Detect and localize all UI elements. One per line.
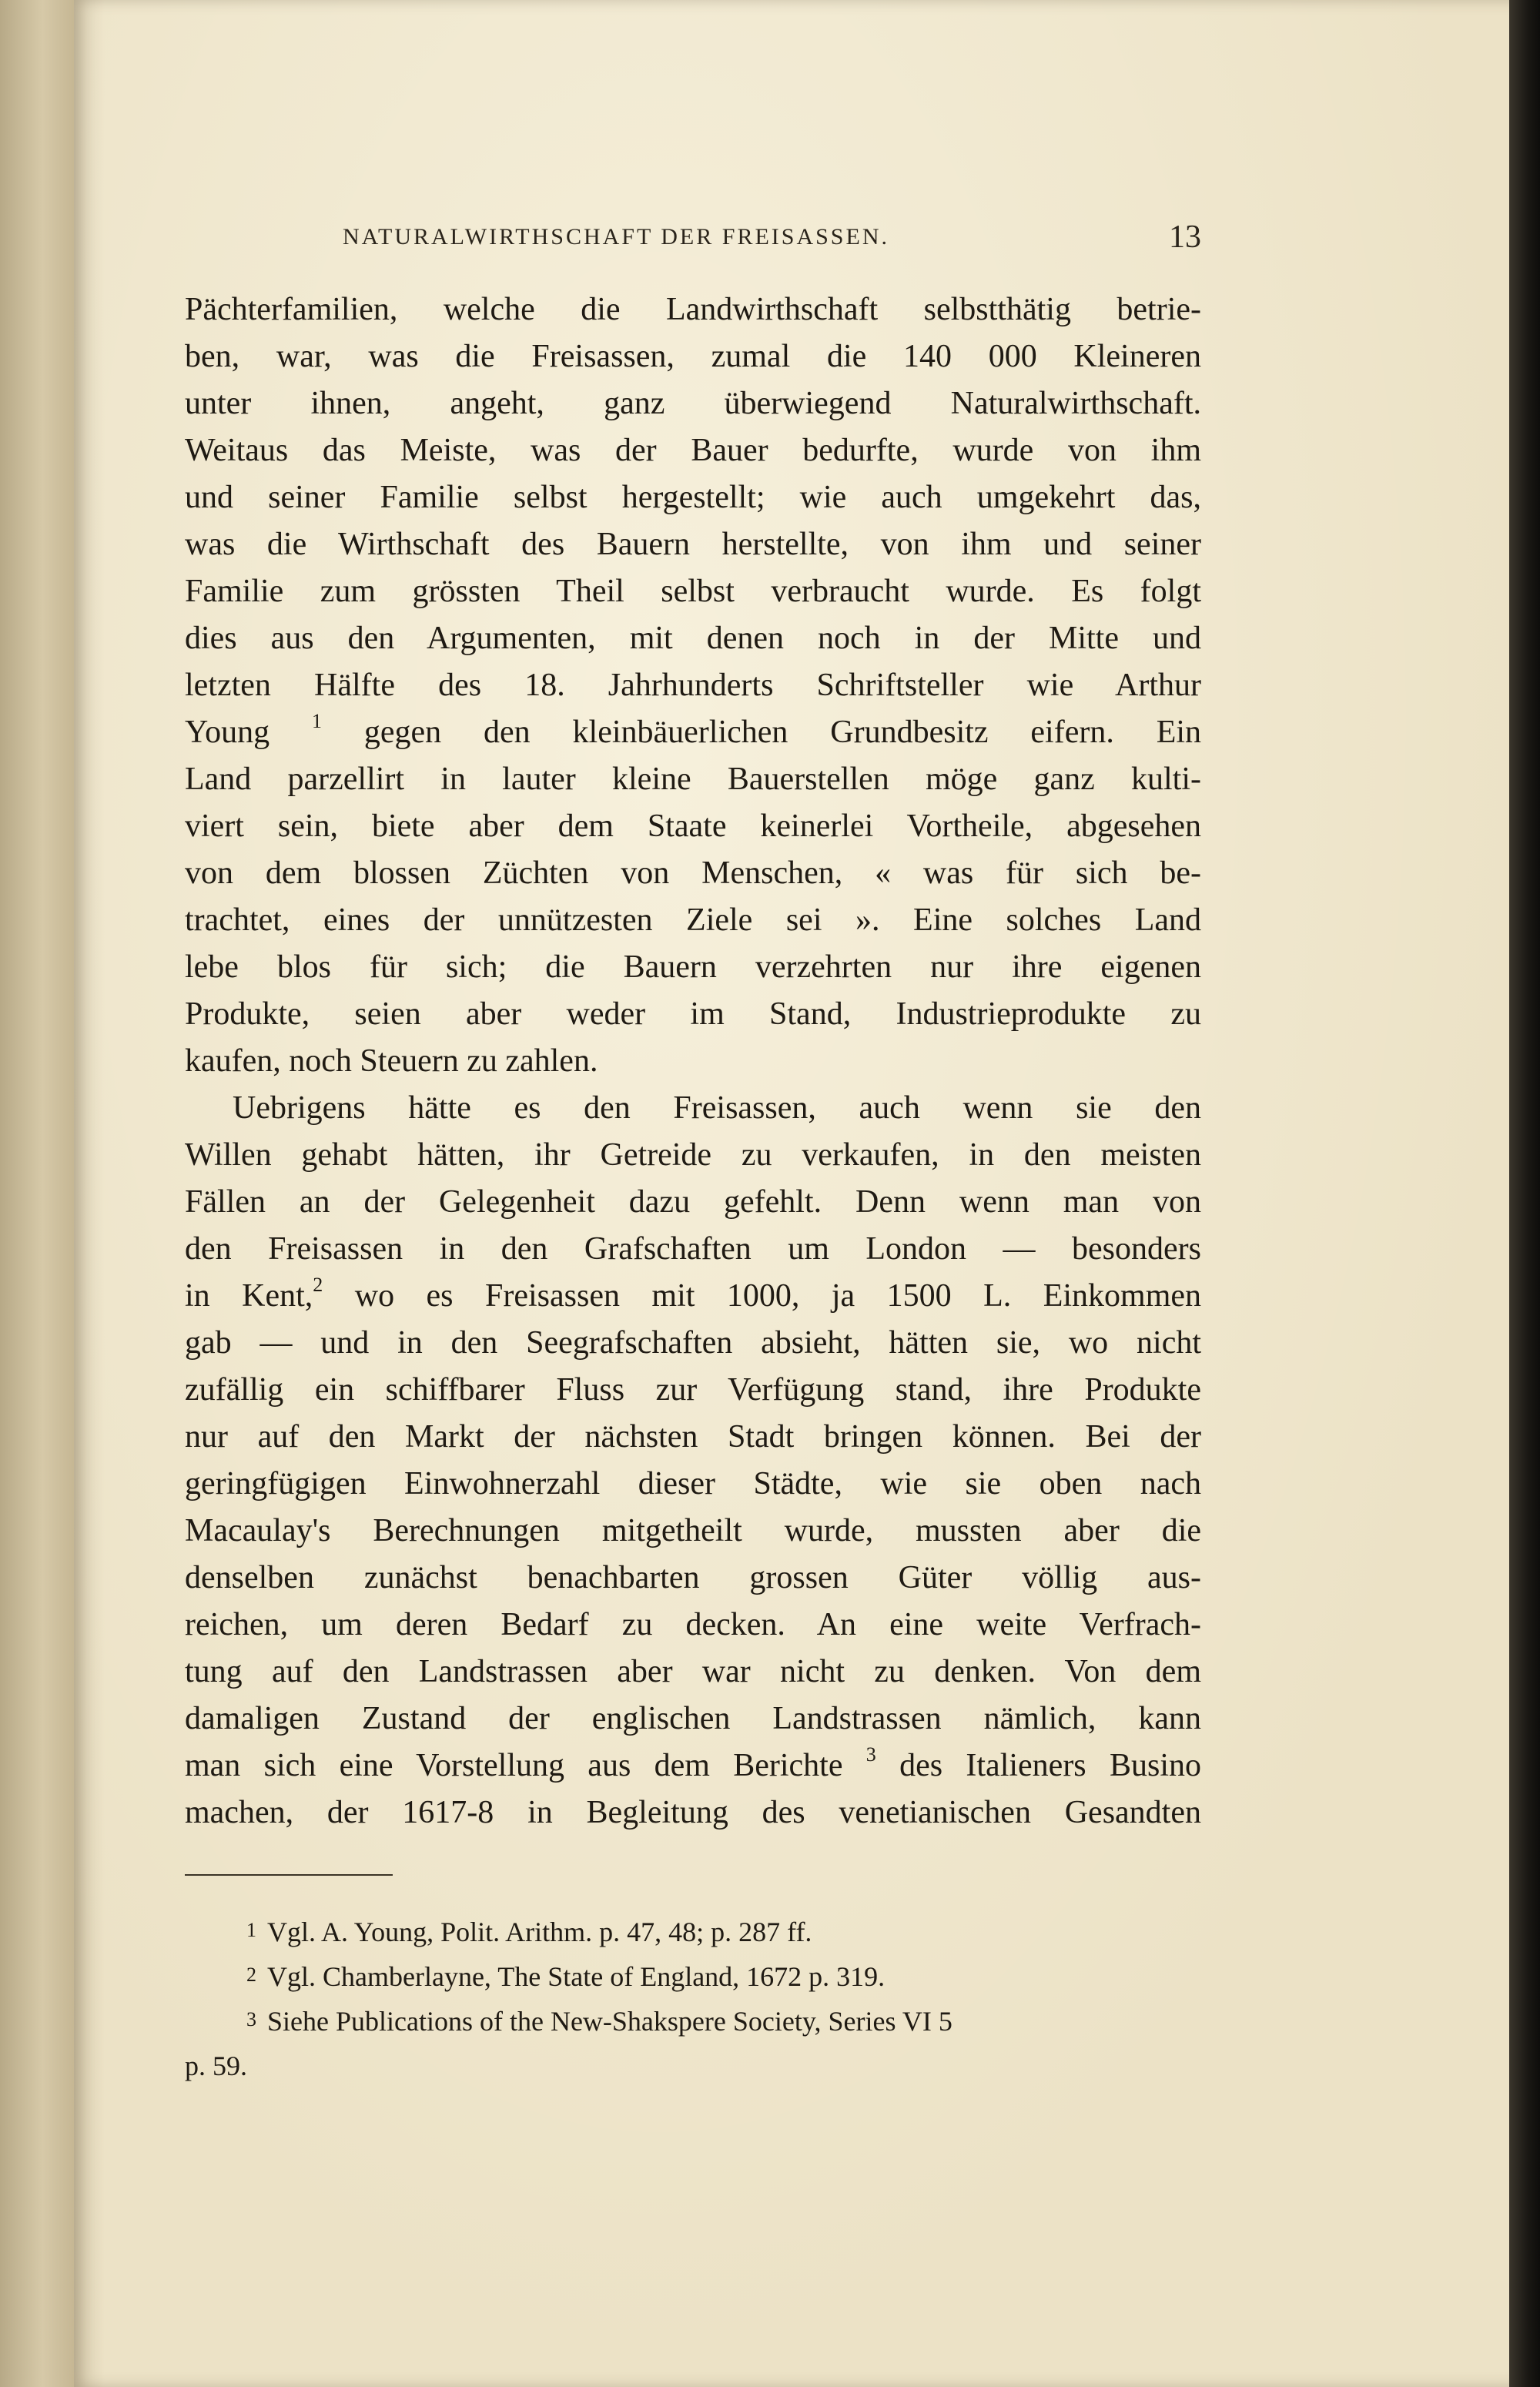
text-line: denselben zunächst benachbarten grossen Güter völlig aus- xyxy=(185,1560,1201,1595)
text-line: letzten Hälfte des 18. Jahrhunderts Schriftsteller wie Arthur xyxy=(185,668,1201,703)
footnote-2 xyxy=(185,1954,1201,1999)
text-line: Pächterfamilien, welche die Landwirthschaft selbstthätig betrie- xyxy=(185,292,1201,327)
footnote-mark: 3 xyxy=(246,2008,256,2030)
footnote-text: Vgl. Chamberlayne, The State of England, 1672 p. 319. xyxy=(267,1961,886,1992)
footnotes xyxy=(185,1910,1201,2088)
text-line: machen, der 1617-8 in Begleitung des venetianischen Gesandten xyxy=(185,1795,1201,1830)
line-prefix: in Kent, xyxy=(185,1278,313,1314)
text-line: von dem blossen Züchten von Menschen, « was für sich be- xyxy=(185,855,1201,891)
text-line: lebe blos für sich; die Bauern verzehrten nur ihre eigenen xyxy=(185,949,1201,985)
footnote-divider xyxy=(185,1874,393,1876)
text-line: kaufen, noch Steuern zu zahlen. xyxy=(185,1043,598,1079)
previous-page-edge xyxy=(0,0,77,2387)
footnote-1 xyxy=(185,1910,1201,1954)
text-line: trachtet, eines der unnützesten Ziele sei ». Eine solches Land xyxy=(185,902,1201,938)
line-rest: des Italieners Busino xyxy=(899,1748,1201,1783)
footnote-3-continuation: p. 59. xyxy=(185,2051,247,2081)
text-line xyxy=(185,1743,1201,1789)
text-line: Land parzellirt in lauter kleine Bauerstellen möge ganz kulti- xyxy=(185,762,1201,797)
footnote-mark: 2 xyxy=(246,1964,256,1986)
line-prefix: man sich eine Vorstellung aus dem Berichte xyxy=(185,1748,843,1783)
text-line: Willen gehabt hätten, ihr Getreide zu verkaufen, in den meisten xyxy=(185,1137,1201,1173)
text-line: reichen, um deren Bedarf zu decken. An eine weite Verfrach- xyxy=(185,1607,1201,1642)
scanner-background xyxy=(1509,0,1540,2387)
footnote-ref-1: 1 xyxy=(312,710,323,732)
text-line: nur auf den Markt der nächsten Stadt bringen können. Bei der xyxy=(185,1419,1201,1455)
page-number: 13 xyxy=(1169,219,1201,255)
text-line: zufällig ein schiffbarer Fluss zur Verfügung stand, ihre Produkte xyxy=(185,1372,1201,1408)
footnote-ref-2: 2 xyxy=(313,1274,323,1296)
text-line: dies aus den Argumenten, mit denen noch in der Mitte und xyxy=(185,621,1201,656)
footnote-text: Vgl. A. Young, Polit. Arithm. p. 47, 48; p. 287 ff. xyxy=(267,1917,812,1947)
text-line: Uebrigens hätte es den Freisassen, auch wenn sie den xyxy=(233,1090,1201,1126)
text-line: Weitaus das Meiste, was der Bauer bedurfte, wurde von ihm xyxy=(185,433,1201,468)
body-text xyxy=(185,286,1201,1836)
footnote-ref-3: 3 xyxy=(865,1743,876,1766)
text-line: den Freisassen in den Grafschaften um London — besonders xyxy=(185,1231,1201,1267)
footnote-mark: 1 xyxy=(246,1919,256,1941)
text-line: Produkte, seien aber weder im Stand, Industrieprodukte zu xyxy=(185,996,1201,1032)
text-line: und seiner Familie selbst hergestellt; wie auch umgekehrt das, xyxy=(185,480,1201,515)
line-rest: wo es Freisassen mit 1000, ja 1500 L. Einkommen xyxy=(354,1278,1202,1314)
text-line: ben, war, was die Freisassen, zumal die 140 000 Kleineren xyxy=(185,339,1201,374)
footnote-text: Siehe Publications of the New-Shakspere Society, Series VI 5 xyxy=(267,2006,952,2037)
text-line: viert sein, biete aber dem Staate keinerlei Vortheile, abgesehen xyxy=(185,808,1201,844)
line-prefix: Young xyxy=(185,715,270,750)
running-head: NATURALWIRTHSCHAFT DER FREISASSEN. xyxy=(343,224,889,249)
text-line: damaligen Zustand der englischen Landstrassen nämlich, kann xyxy=(185,1701,1201,1736)
text-line: geringfügigen Einwohnerzahl dieser Städte, wie sie oben nach xyxy=(185,1466,1201,1502)
text-line xyxy=(185,709,1201,756)
text-line: unter ihnen, angeht, ganz überwiegend Naturalwirthschaft. xyxy=(185,386,1201,421)
text-line xyxy=(185,1273,1201,1320)
text-line: Fällen an der Gelegenheit dazu gefehlt. Denn wenn man von xyxy=(185,1184,1201,1220)
text-line: Familie zum grössten Theil selbst verbraucht wurde. Es folgt xyxy=(185,574,1201,609)
text-line: gab — und in den Seegrafschaften absieht, hätten sie, wo nicht xyxy=(185,1325,1201,1361)
text-line: Macaulay's Berechnungen mitgetheilt wurde, mussten aber die xyxy=(185,1513,1201,1548)
text-line: tung auf den Landstrassen aber war nicht zu denken. Von dem xyxy=(185,1654,1201,1689)
line-rest: gegen den kleinbäuerlichen Grundbesitz eifern. Ein xyxy=(363,715,1202,750)
footnote-3 xyxy=(185,1999,1201,2044)
page-header xyxy=(185,217,1201,257)
text-line: was die Wirthschaft des Bauern herstellte, von ihm und seiner xyxy=(185,527,1201,562)
